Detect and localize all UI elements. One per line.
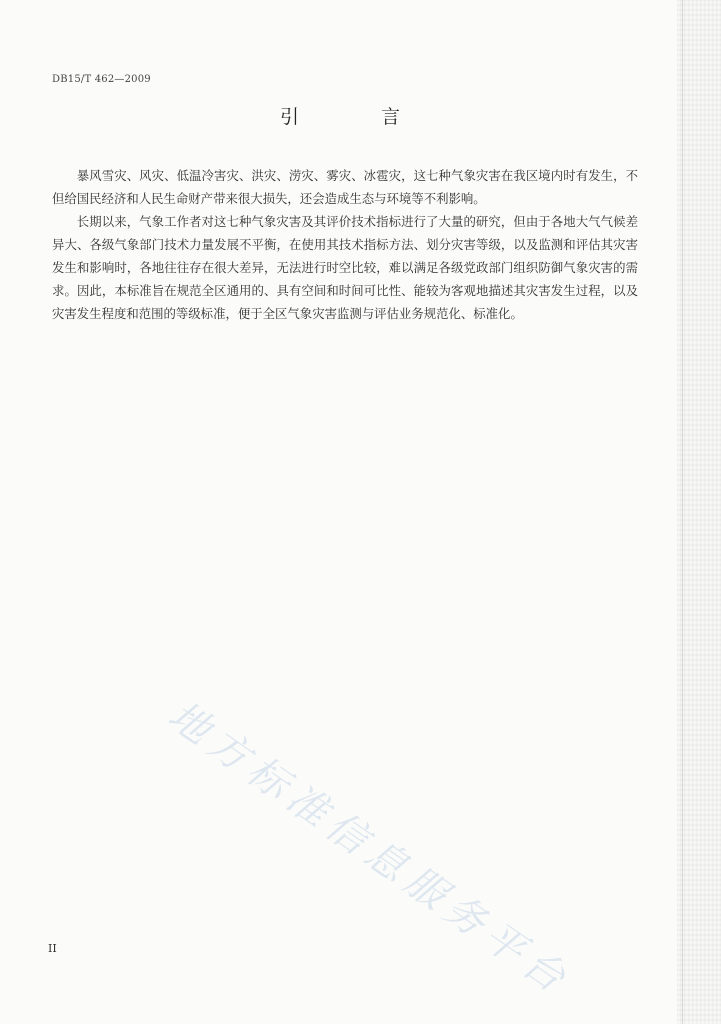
standard-code: DB15/T 462—2009 (52, 74, 151, 85)
watermark: 地方标准信息服务平台 (159, 692, 580, 1006)
scan-binding-edge (677, 0, 721, 1024)
page-number: II (48, 942, 57, 955)
paragraph-2: 长期以来，气象工作者对这七种气象灾害及其评价技术指标进行了大量的研究，但由于各地大气气候差异大、各级气象部门技术力量发展不平衡，在使用其技术指标方法、划分灾害等级，以及监测和评估其灾害发生和影响时，各地往往存在很大差异，无法进行时空比较，难以满足各级党政部门组织防御气象灾害的需求。因此，本标准旨在规范全区通用的、具有空间和时间可比性、能较为客观地描述其灾害发生过程，以及灾害发生程度和范围的等级标准，便于全区气象灾害监测与评估业务规范化、标准化。 (52, 214, 638, 321)
paragraph-1: 暴风雪灾、风灾、低温冷害灾、洪灾、涝灾、雾灾、冰雹灾，这七种气象灾害在我区境内时有发生，不但给国民经济和人民生命财产带来很大损失，还会造成生态与环境等不利影响。 (52, 168, 638, 206)
body-text (52, 164, 638, 325)
page-title: 引 言 (279, 106, 439, 128)
scan-edge-line (682, 0, 683, 1024)
